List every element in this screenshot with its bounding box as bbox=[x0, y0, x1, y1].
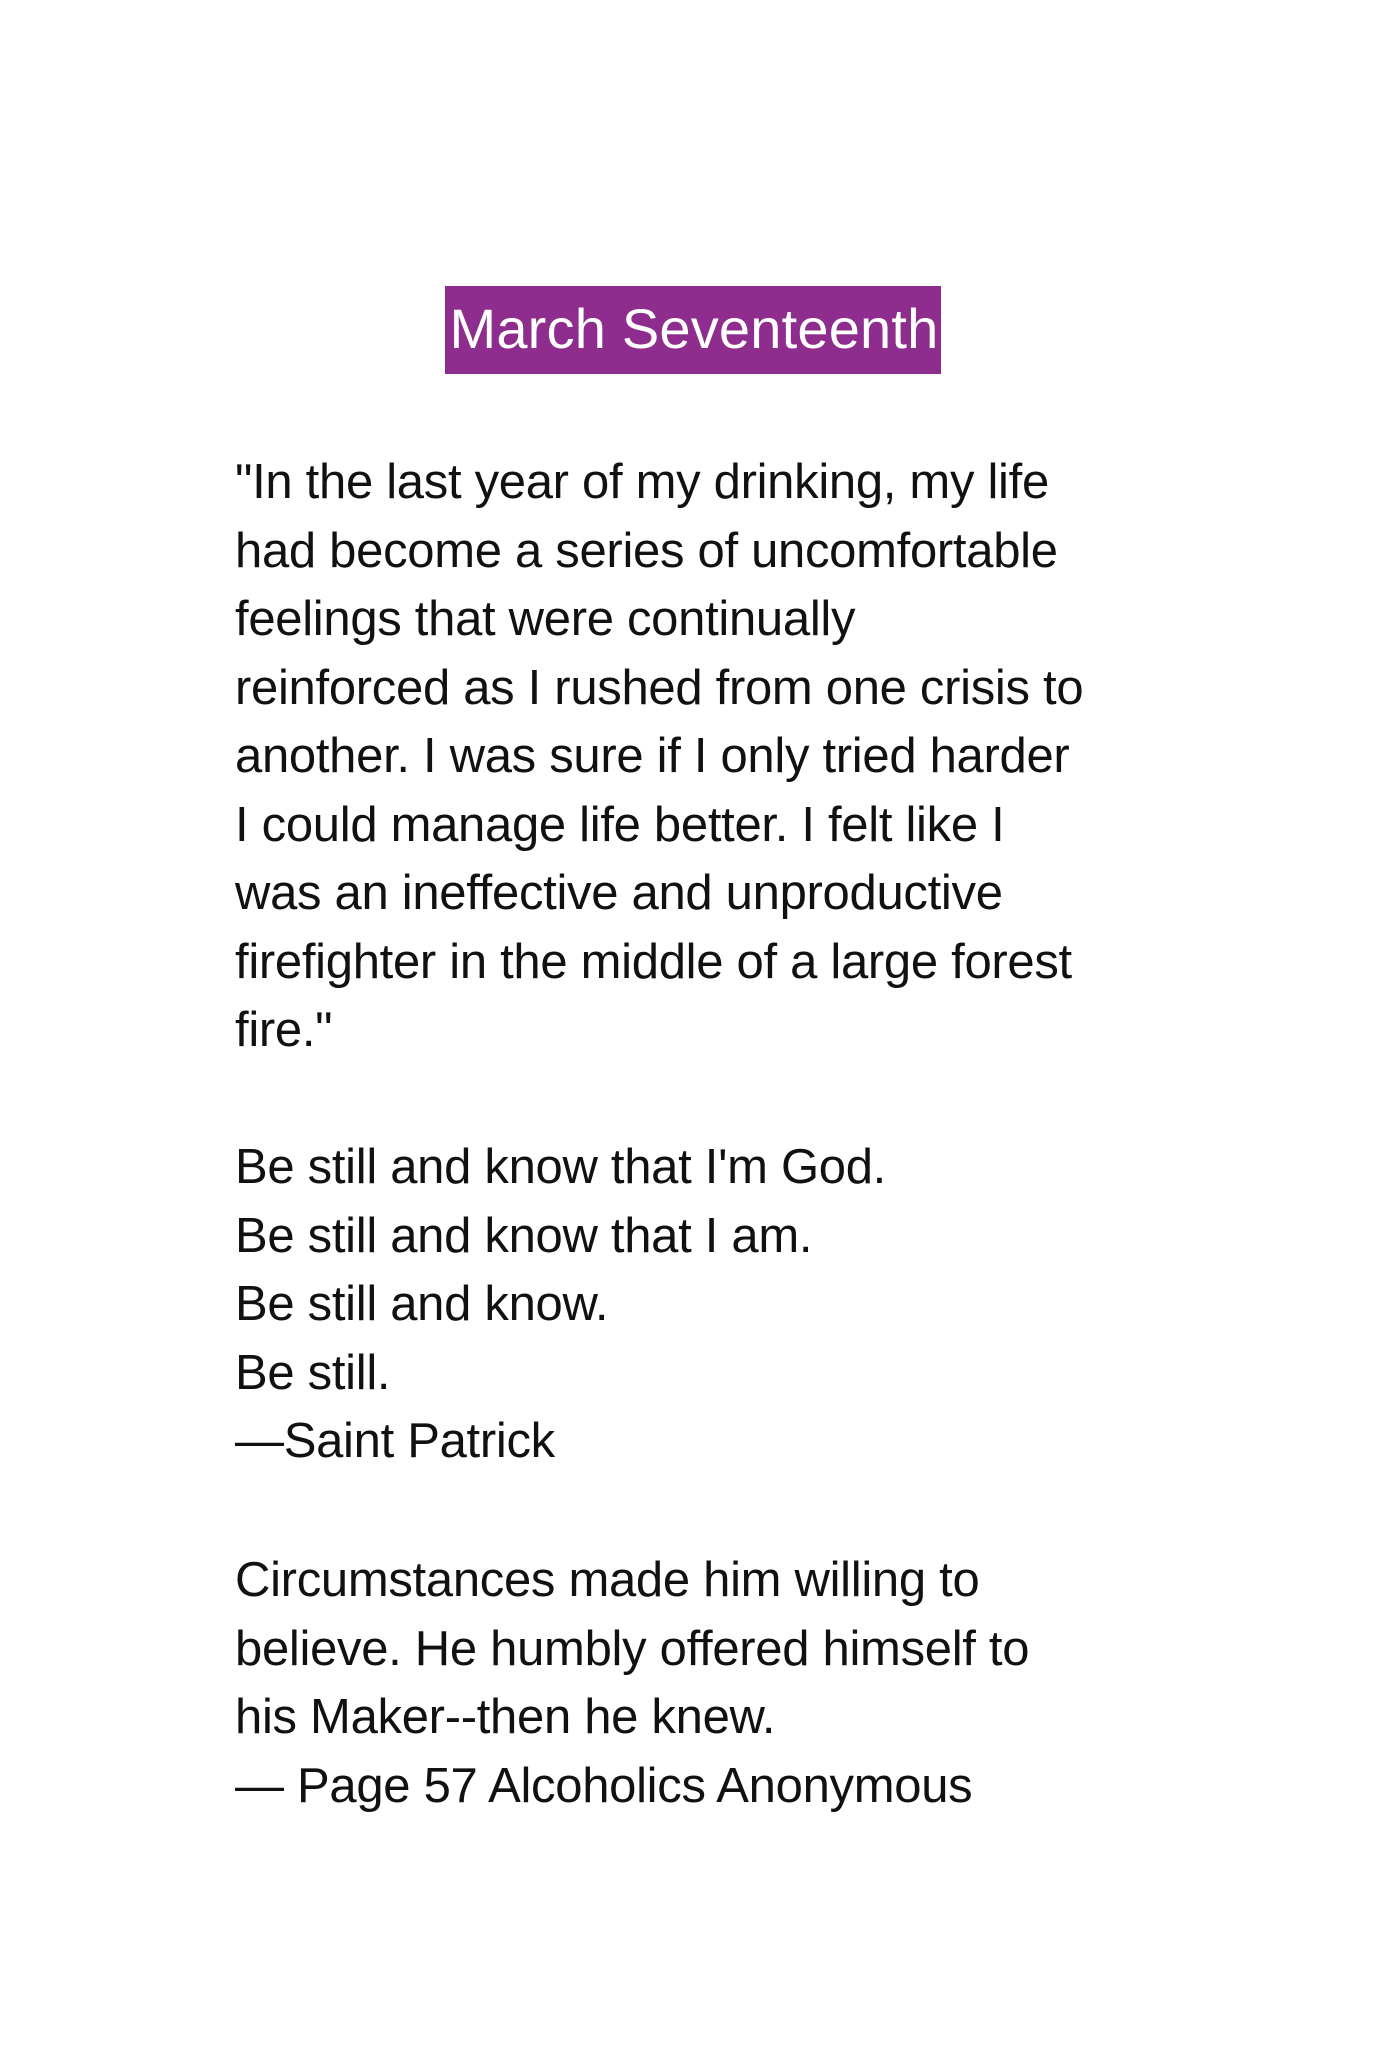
quote-line: another. I was sure if I only tried harder bbox=[235, 729, 1070, 783]
poem-line: Be still and know that I am. bbox=[235, 1208, 813, 1263]
quote-line: was an ineffective and unproductive bbox=[235, 866, 1003, 920]
poem-line: Be still and know. bbox=[235, 1277, 609, 1331]
quote-line: feelings that were continually bbox=[235, 592, 856, 646]
closing-passage bbox=[235, 1546, 1235, 1820]
poem-line: Be still. bbox=[235, 1345, 391, 1400]
closing-line: believe. He humbly offered himself to bbox=[235, 1621, 1030, 1676]
closing-line: his Maker--then he knew. bbox=[235, 1690, 776, 1744]
quote-line: fire." bbox=[235, 1003, 333, 1057]
poem bbox=[235, 1133, 1235, 1476]
poem-attribution: —Saint Patrick bbox=[235, 1414, 555, 1468]
page-title: March Seventeenth bbox=[445, 286, 940, 374]
quote-line: had become a series of uncomfortable bbox=[235, 523, 1058, 578]
quote-line: "In the last year of my drinking, my life bbox=[235, 455, 1049, 509]
quote-line: I could manage life better. I felt like I bbox=[235, 797, 1005, 852]
title-container bbox=[0, 286, 1386, 374]
quote-line: firefighter in the middle of a large forest bbox=[235, 934, 1072, 989]
closing-attribution: — Page 57 Alcoholics Anonymous bbox=[235, 1758, 973, 1813]
poem-line: Be still and know that I'm God. bbox=[235, 1140, 886, 1194]
closing-line: Circumstances made him willing to bbox=[235, 1553, 980, 1607]
opening-quote bbox=[235, 448, 1235, 1065]
quote-line: reinforced as I rushed from one crisis to bbox=[235, 660, 1084, 715]
